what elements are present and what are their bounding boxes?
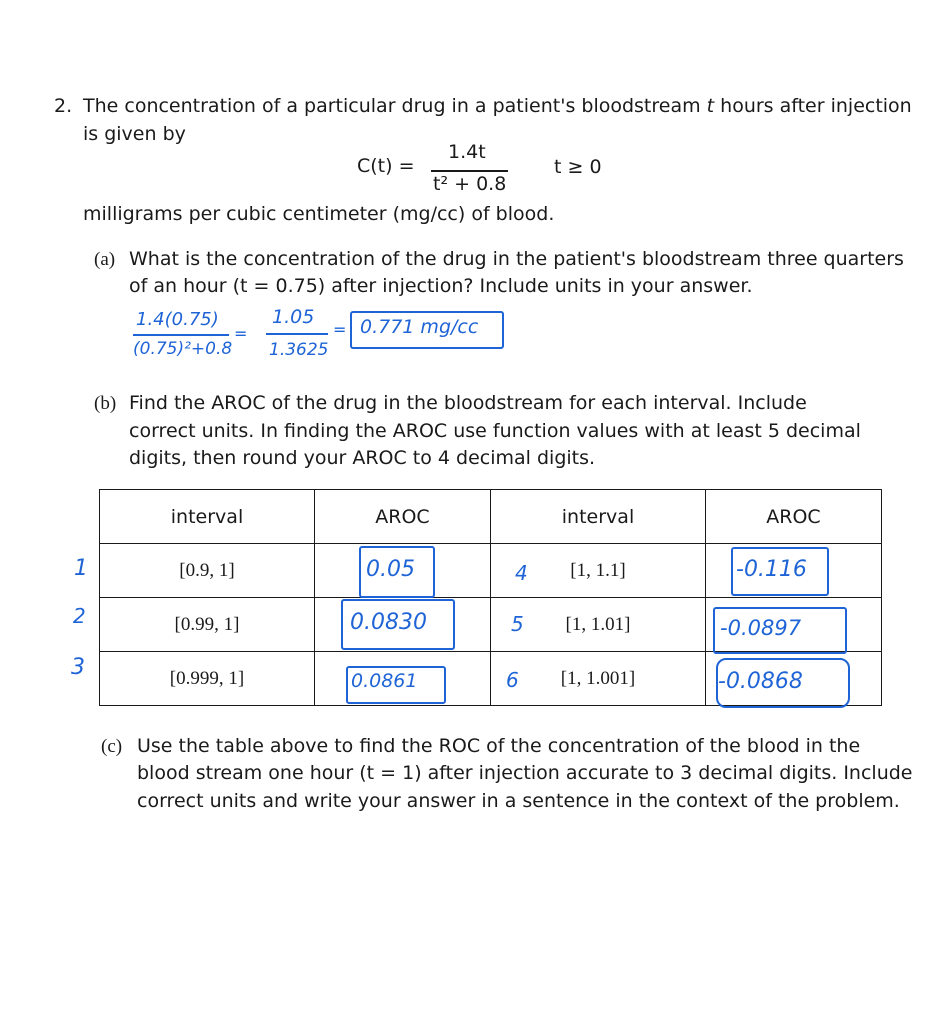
hw-aroc-left-3: 0.0861 (351, 670, 418, 692)
hw-a-fraction-bar-1 (133, 334, 229, 336)
interval-right-2: [1, 1.01] (491, 598, 706, 652)
header-interval-right: interval (491, 490, 706, 544)
part-a-line-1: What is the concentration of the drug in the patient's bloodstream three quarters (129, 248, 904, 270)
units-line: milligrams per cubic centimeter (mg/cc) of blood. (83, 203, 555, 225)
formula-denominator: t² + 0.8 (433, 173, 507, 195)
hw-aroc-right-1: -0.116 (736, 557, 807, 582)
hw-a-numerator-2: 1.05 (272, 306, 315, 328)
hw-aroc-right-2: -0.0897 (720, 616, 802, 640)
hw-aroc-left-1: 0.05 (366, 557, 415, 582)
formula-numerator: 1.4t (448, 141, 486, 163)
part-c-line-1: Use the table above to find the ROC of the concentration of the blood in the (137, 735, 861, 757)
header-aroc-right: AROC (706, 490, 882, 544)
hw-row-num-3: 3 (71, 655, 85, 680)
hw-aroc-right-3: -0.0868 (718, 669, 803, 694)
problem-number: 2. (54, 95, 73, 117)
hw-a-fraction-bar-2 (266, 333, 328, 335)
hw-a-equals-1: = (234, 324, 248, 343)
part-a-line-2: of an hour (t = 0.75) after injection? Include units in your answer. (129, 275, 753, 297)
hw-right-num-6: 6 (506, 668, 519, 692)
interval-right-1: [1, 1.1] (491, 544, 706, 598)
hw-a-denominator-1: (0.75)²+0.8 (133, 339, 233, 359)
table-header-row (100, 490, 882, 544)
part-c-line-2: blood stream one hour (t = 1) after injection accurate to 3 decimal digits. Include (137, 762, 913, 784)
part-a-label: (a) (94, 249, 116, 270)
part-c-label: (c) (101, 736, 123, 757)
formula-condition: t ≥ 0 (554, 156, 602, 178)
hw-a-answer: 0.771 mg/cc (360, 316, 479, 338)
part-b-line-2: correct units. In finding the AROC use function values with at least 5 decimal (129, 420, 861, 442)
interval-left-3: [0.999, 1] (100, 652, 315, 706)
hw-aroc-left-2: 0.0830 (350, 610, 427, 635)
problem-line-2: is given by (83, 123, 186, 145)
interval-left-1: [0.9, 1] (100, 544, 315, 598)
hw-right-num-4: 4 (515, 561, 528, 585)
hw-row-num-1: 1 (74, 556, 88, 581)
hw-right-num-5: 5 (511, 612, 524, 636)
header-interval-left: interval (100, 490, 315, 544)
header-aroc-left: AROC (315, 490, 491, 544)
hw-a-numerator-1: 1.4(0.75) (136, 309, 219, 330)
formula-lhs: C(t) = (357, 155, 415, 177)
part-b-label: (b) (94, 393, 117, 414)
part-b-line-3: digits, then round your AROC to 4 decimal digits. (129, 447, 596, 469)
interval-right-3: [1, 1.001] (491, 652, 706, 706)
interval-left-2: [0.99, 1] (100, 598, 315, 652)
formula-fraction-bar (431, 170, 508, 172)
hw-a-denominator-2: 1.3625 (269, 340, 329, 360)
problem-line-1: The concentration of a particular drug in a patient's bloodstream t hours after injection (83, 95, 912, 117)
part-c-line-3: correct units and write your answer in a sentence in the context of the problem. (137, 790, 900, 812)
hw-row-num-2: 2 (73, 604, 86, 628)
part-b-line-1: Find the AROC of the drug in the bloodstream for each interval. Include (129, 392, 807, 414)
hw-a-equals-2: = (333, 320, 347, 339)
